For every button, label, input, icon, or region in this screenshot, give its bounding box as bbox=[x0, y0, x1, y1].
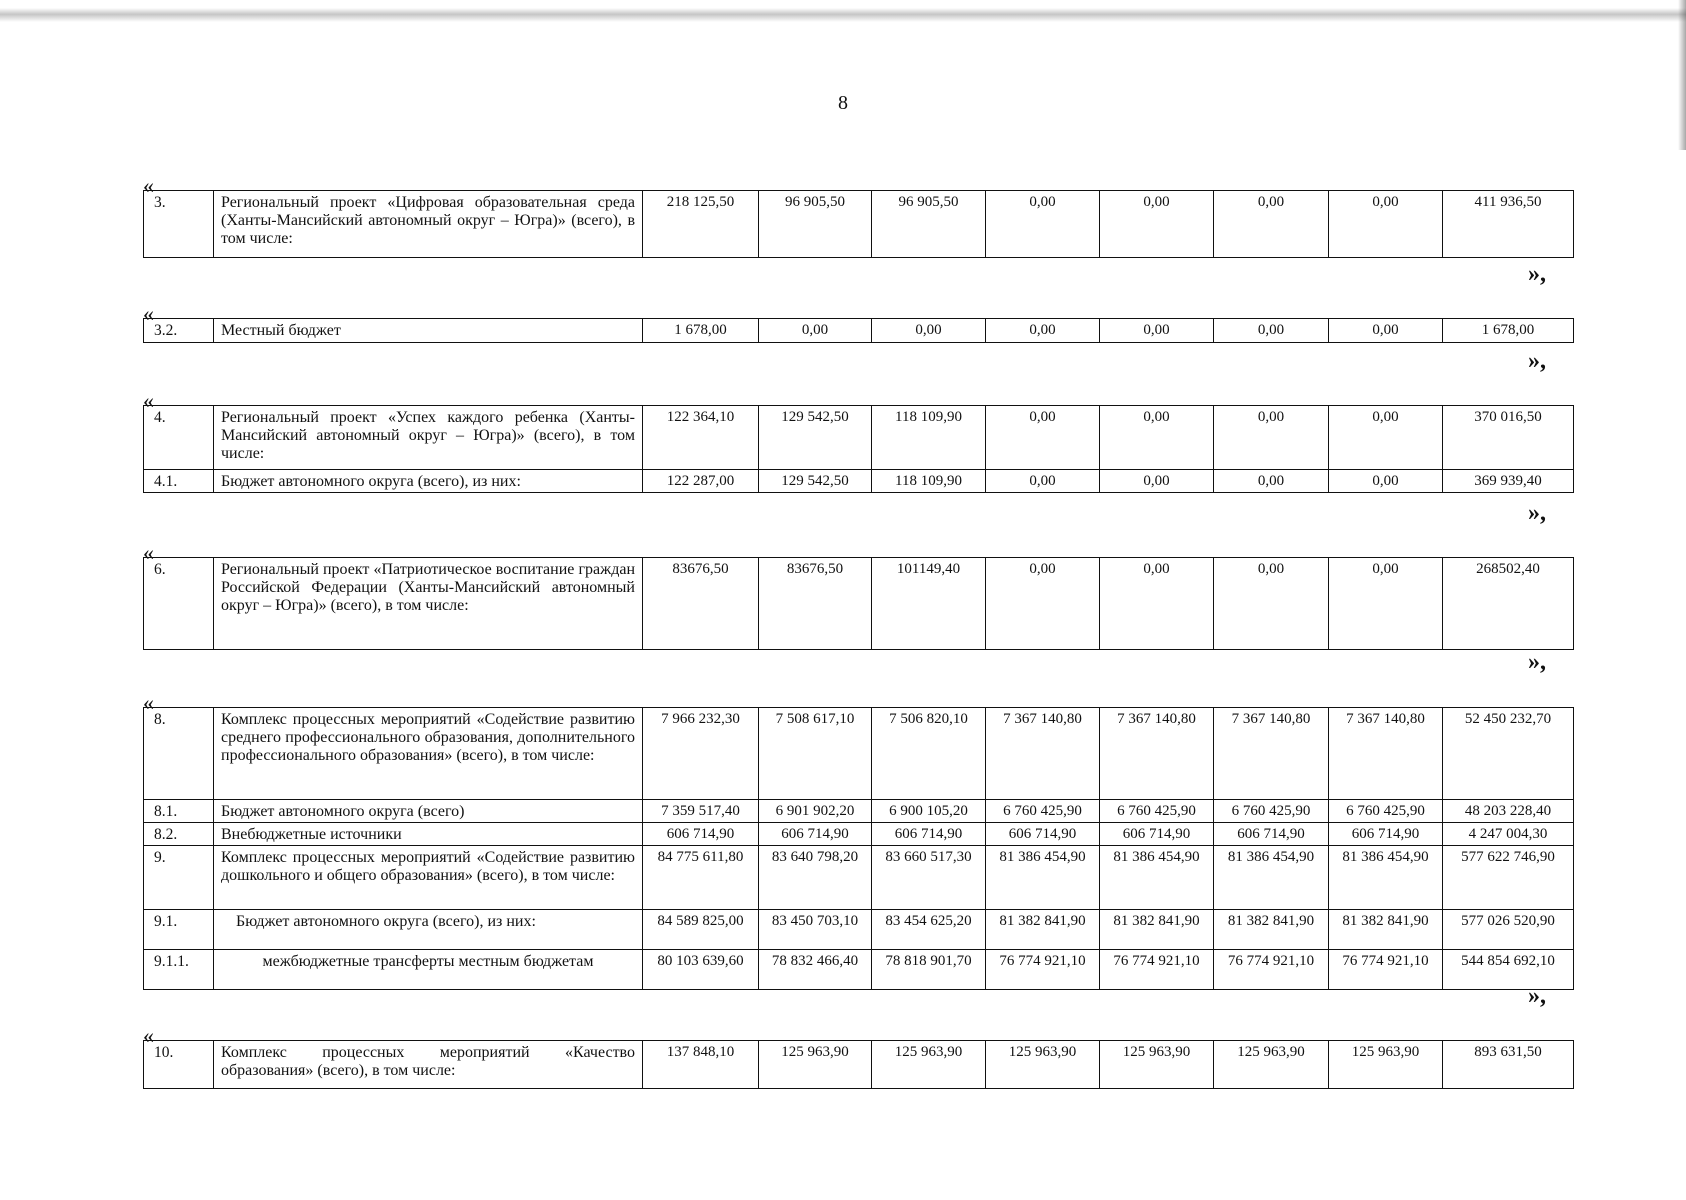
value-cell: 83 450 703,10 bbox=[759, 910, 872, 950]
value-cell: 125 963,90 bbox=[1214, 1041, 1329, 1089]
budget-table-2 bbox=[143, 318, 1574, 343]
row-number: 9.1. bbox=[144, 910, 214, 950]
value-cell: 83 640 798,20 bbox=[759, 846, 872, 910]
value-cell: 0,00 bbox=[1100, 558, 1214, 650]
budget-table-1 bbox=[143, 190, 1574, 258]
table-row bbox=[144, 846, 1574, 910]
row-number: 6. bbox=[144, 558, 214, 650]
value-cell: 0,00 bbox=[1329, 191, 1443, 258]
value-cell: 6 760 425,90 bbox=[986, 800, 1100, 823]
value-cell: 0,00 bbox=[986, 558, 1100, 650]
value-cell: 81 386 454,90 bbox=[1214, 846, 1329, 910]
budget-table-4 bbox=[143, 557, 1574, 650]
value-cell: 7 966 232,30 bbox=[643, 708, 759, 800]
value-cell: 125 963,90 bbox=[759, 1041, 872, 1089]
value-cell: 0,00 bbox=[986, 191, 1100, 258]
table-row bbox=[144, 1041, 1574, 1089]
row-name: Комплекс процессных мероприятий «Содействие развитию дошкольного и общего образования» (всего), в том числе: bbox=[214, 846, 643, 910]
open-quote: « bbox=[143, 540, 154, 565]
value-cell: 606 714,90 bbox=[986, 823, 1100, 846]
value-cell: 6 760 425,90 bbox=[1329, 800, 1443, 823]
value-cell: 76 774 921,10 bbox=[1214, 950, 1329, 990]
value-cell: 7 506 820,10 bbox=[872, 708, 986, 800]
value-cell: 0,00 bbox=[759, 319, 872, 343]
table-row bbox=[144, 191, 1574, 258]
value-cell: 83676,50 bbox=[759, 558, 872, 650]
value-cell: 0,00 bbox=[1329, 558, 1443, 650]
value-cell: 0,00 bbox=[1100, 406, 1214, 470]
value-cell: 81 386 454,90 bbox=[986, 846, 1100, 910]
row-number: 9.1.1. bbox=[144, 950, 214, 990]
value-cell: 0,00 bbox=[1329, 470, 1443, 493]
value-cell: 118 109,90 bbox=[872, 470, 986, 493]
value-cell: 101149,40 bbox=[872, 558, 986, 650]
value-cell: 0,00 bbox=[1100, 319, 1214, 343]
value-cell: 129 542,50 bbox=[759, 406, 872, 470]
row-number: 8. bbox=[144, 708, 214, 800]
row-name: Региональный проект «Патриотическое воспитание граждан Российской Федерации (Ханты-Мансийский автономный округ – Югра)» (всего), в том числе: bbox=[214, 558, 643, 650]
value-cell: 6 901 902,20 bbox=[759, 800, 872, 823]
value-cell: 1 678,00 bbox=[643, 319, 759, 343]
row-number: 10. bbox=[144, 1041, 214, 1089]
row-name: Комплекс процессных мероприятий «Качество образования» (всего), в том числе: bbox=[214, 1041, 643, 1089]
total-cell: 893 631,50 bbox=[1443, 1041, 1574, 1089]
value-cell: 84 775 611,80 bbox=[643, 846, 759, 910]
table-row bbox=[144, 558, 1574, 650]
table-row bbox=[144, 800, 1574, 823]
table-row bbox=[144, 406, 1574, 470]
value-cell: 125 963,90 bbox=[872, 1041, 986, 1089]
value-cell: 0,00 bbox=[1214, 558, 1329, 650]
value-cell: 83 454 625,20 bbox=[872, 910, 986, 950]
value-cell: 76 774 921,10 bbox=[986, 950, 1100, 990]
value-cell: 7 367 140,80 bbox=[1329, 708, 1443, 800]
open-quote: « bbox=[143, 388, 154, 413]
value-cell: 122 364,10 bbox=[643, 406, 759, 470]
budget-table-6 bbox=[143, 1040, 1574, 1089]
budget-table-3 bbox=[143, 405, 1574, 493]
total-cell: 1 678,00 bbox=[1443, 319, 1574, 343]
value-cell: 7 508 617,10 bbox=[759, 708, 872, 800]
value-cell: 6 900 105,20 bbox=[872, 800, 986, 823]
value-cell: 76 774 921,10 bbox=[1329, 950, 1443, 990]
value-cell: 0,00 bbox=[1100, 470, 1214, 493]
row-number: 3. bbox=[144, 191, 214, 258]
value-cell: 606 714,90 bbox=[1214, 823, 1329, 846]
open-quote: « bbox=[143, 1023, 154, 1048]
row-name: Внебюджетные источники bbox=[214, 823, 643, 846]
value-cell: 0,00 bbox=[1329, 319, 1443, 343]
value-cell: 218 125,50 bbox=[643, 191, 759, 258]
value-cell: 7 367 140,80 bbox=[1214, 708, 1329, 800]
close-quote: », bbox=[1528, 261, 1546, 287]
total-cell: 370 016,50 bbox=[1443, 406, 1574, 470]
value-cell: 0,00 bbox=[1214, 319, 1329, 343]
value-cell: 0,00 bbox=[986, 406, 1100, 470]
table-row bbox=[144, 823, 1574, 846]
row-number: 8.2. bbox=[144, 823, 214, 846]
value-cell: 78 818 901,70 bbox=[872, 950, 986, 990]
table-row bbox=[144, 910, 1574, 950]
value-cell: 0,00 bbox=[872, 319, 986, 343]
value-cell: 0,00 bbox=[986, 470, 1100, 493]
value-cell: 0,00 bbox=[1214, 191, 1329, 258]
value-cell: 606 714,90 bbox=[643, 823, 759, 846]
value-cell: 606 714,90 bbox=[1100, 823, 1214, 846]
row-name: Местный бюджет bbox=[214, 319, 643, 343]
row-number: 4. bbox=[144, 406, 214, 470]
total-cell: 268502,40 bbox=[1443, 558, 1574, 650]
row-name: Региональный проект «Цифровая образовательная среда (Ханты-Мансийский автономный округ – Югра)» (всего), в том числе: bbox=[214, 191, 643, 258]
row-number: 9. bbox=[144, 846, 214, 910]
value-cell: 81 382 841,90 bbox=[986, 910, 1100, 950]
value-cell: 81 382 841,90 bbox=[1214, 910, 1329, 950]
open-quote: « bbox=[143, 690, 154, 715]
close-quote: », bbox=[1528, 500, 1546, 526]
page-number: 8 bbox=[838, 92, 848, 114]
row-name: Бюджет автономного округа (всего), из них: bbox=[214, 910, 643, 950]
value-cell: 83 660 517,30 bbox=[872, 846, 986, 910]
value-cell: 96 905,50 bbox=[872, 191, 986, 258]
close-quote: », bbox=[1528, 649, 1546, 675]
row-name: Бюджет автономного округа (всего) bbox=[214, 800, 643, 823]
scan-edge-top bbox=[0, 8, 1686, 22]
value-cell: 0,00 bbox=[1100, 191, 1214, 258]
row-number: 4.1. bbox=[144, 470, 214, 493]
value-cell: 81 382 841,90 bbox=[1329, 910, 1443, 950]
value-cell: 7 359 517,40 bbox=[643, 800, 759, 823]
value-cell: 125 963,90 bbox=[1100, 1041, 1214, 1089]
value-cell: 83676,50 bbox=[643, 558, 759, 650]
value-cell: 78 832 466,40 bbox=[759, 950, 872, 990]
table-row bbox=[144, 470, 1574, 493]
value-cell: 125 963,90 bbox=[986, 1041, 1100, 1089]
total-cell: 544 854 692,10 bbox=[1443, 950, 1574, 990]
value-cell: 81 386 454,90 bbox=[1100, 846, 1214, 910]
value-cell: 7 367 140,80 bbox=[1100, 708, 1214, 800]
total-cell: 369 939,40 bbox=[1443, 470, 1574, 493]
value-cell: 122 287,00 bbox=[643, 470, 759, 493]
value-cell: 76 774 921,10 bbox=[1100, 950, 1214, 990]
total-cell: 4 247 004,30 bbox=[1443, 823, 1574, 846]
value-cell: 129 542,50 bbox=[759, 470, 872, 493]
total-cell: 577 026 520,90 bbox=[1443, 910, 1574, 950]
budget-table-5 bbox=[143, 707, 1574, 990]
open-quote: « bbox=[143, 301, 154, 326]
close-quote: », bbox=[1528, 983, 1546, 1009]
value-cell: 606 714,90 bbox=[872, 823, 986, 846]
total-cell: 577 622 746,90 bbox=[1443, 846, 1574, 910]
value-cell: 81 386 454,90 bbox=[1329, 846, 1443, 910]
open-quote: « bbox=[143, 173, 154, 198]
value-cell: 606 714,90 bbox=[759, 823, 872, 846]
row-name: межбюджетные трансферты местным бюджетам bbox=[214, 950, 643, 990]
value-cell: 0,00 bbox=[986, 319, 1100, 343]
value-cell: 81 382 841,90 bbox=[1100, 910, 1214, 950]
row-name: Комплекс процессных мероприятий «Содействие развитию среднего профессионального образования, дополнительного профессионального образования» (всего), в том числе: bbox=[214, 708, 643, 800]
value-cell: 96 905,50 bbox=[759, 191, 872, 258]
scan-edge-right bbox=[1678, 0, 1686, 150]
row-name: Бюджет автономного округа (всего), из них: bbox=[214, 470, 643, 493]
value-cell: 606 714,90 bbox=[1329, 823, 1443, 846]
total-cell: 52 450 232,70 bbox=[1443, 708, 1574, 800]
value-cell: 0,00 bbox=[1214, 470, 1329, 493]
value-cell: 6 760 425,90 bbox=[1100, 800, 1214, 823]
total-cell: 48 203 228,40 bbox=[1443, 800, 1574, 823]
table-row bbox=[144, 708, 1574, 800]
table-row bbox=[144, 319, 1574, 343]
table-row bbox=[144, 950, 1574, 990]
total-cell: 411 936,50 bbox=[1443, 191, 1574, 258]
value-cell: 125 963,90 bbox=[1329, 1041, 1443, 1089]
value-cell: 6 760 425,90 bbox=[1214, 800, 1329, 823]
value-cell: 7 367 140,80 bbox=[986, 708, 1100, 800]
value-cell: 0,00 bbox=[1329, 406, 1443, 470]
row-name: Региональный проект «Успех каждого ребенка (Ханты-Мансийский автономный округ – Югра)» (всего), в том числе: bbox=[214, 406, 643, 470]
close-quote: », bbox=[1528, 348, 1546, 374]
value-cell: 118 109,90 bbox=[872, 406, 986, 470]
row-number: 3.2. bbox=[144, 319, 214, 343]
value-cell: 80 103 639,60 bbox=[643, 950, 759, 990]
value-cell: 137 848,10 bbox=[643, 1041, 759, 1089]
value-cell: 0,00 bbox=[1214, 406, 1329, 470]
row-number: 8.1. bbox=[144, 800, 214, 823]
value-cell: 84 589 825,00 bbox=[643, 910, 759, 950]
